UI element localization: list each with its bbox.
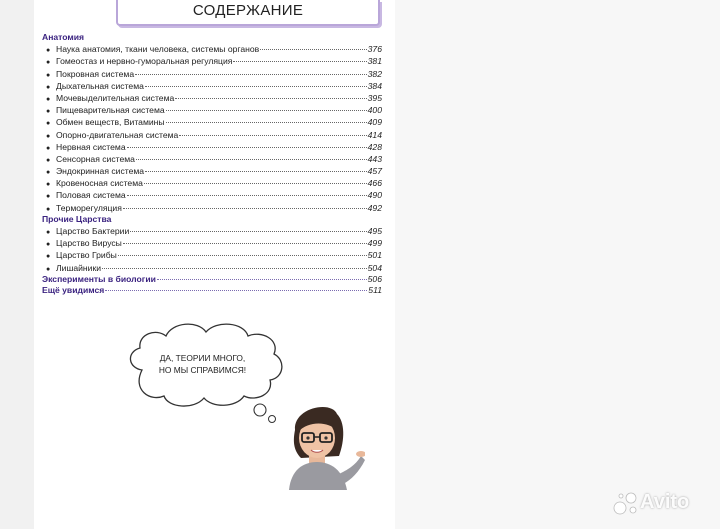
toc-item [42, 141, 382, 153]
toc-label: Ещё увидимся [42, 284, 105, 295]
toc-page-number: 511 [368, 284, 382, 295]
toc-item [42, 237, 382, 249]
toc-item [42, 104, 382, 116]
dot-leader [145, 86, 367, 87]
toc-label: Сенсорная система [56, 153, 135, 164]
toc-label: Эксперименты в биологии [42, 273, 156, 284]
toc-page-number: 414 [367, 129, 382, 140]
dot-leader [175, 98, 366, 99]
toc-section [42, 214, 382, 225]
toc-label: Половая система [56, 190, 126, 201]
table-of-contents [42, 32, 382, 296]
toc-item [42, 177, 382, 189]
bullet-icon: ● [46, 95, 51, 103]
toc-label: Кровеносная система [56, 178, 143, 189]
dot-leader [130, 231, 366, 232]
toc-item [42, 225, 382, 237]
toc-section [42, 274, 382, 285]
toc-item [42, 43, 382, 55]
toc-page-number: 409 [367, 117, 382, 128]
dot-leader [157, 279, 367, 280]
toc-item [42, 153, 382, 165]
toc-item [42, 129, 382, 141]
bullet-icon: ● [46, 120, 51, 128]
dot-leader [105, 290, 367, 291]
toc-item [42, 92, 382, 104]
avito-watermark [612, 488, 714, 518]
toc-page-number: 443 [367, 153, 382, 164]
bullet-icon: ● [46, 47, 51, 55]
bullet-icon: ● [46, 181, 51, 189]
toc-label: Прочие Царства [42, 213, 112, 224]
bullet-icon: ● [46, 205, 51, 213]
bullet-icon: ● [46, 71, 51, 79]
toc-label: Гомеостаз и нервно-гуморальная регуляция [56, 56, 233, 67]
toc-section [42, 285, 382, 296]
speech-text [120, 352, 285, 376]
bullet-icon: ● [46, 156, 51, 164]
toc-item [42, 80, 382, 92]
toc-label: Нервная система [56, 141, 126, 152]
bullet-icon: ● [46, 229, 51, 236]
toc-page-number: 495 [367, 226, 382, 236]
avatar-memoji [285, 400, 365, 490]
toc-label: Царство Бактерии [56, 226, 130, 236]
toc-page-number: 499 [367, 238, 382, 249]
toc-item [42, 189, 382, 201]
bullet-icon: ● [46, 132, 51, 140]
toc-page-number: 381 [367, 56, 382, 67]
bullet-icon: ● [46, 144, 51, 152]
toc-label: Обмен веществ, Витамины [56, 117, 165, 128]
bullet-icon: ● [46, 59, 51, 67]
dot-leader [123, 243, 367, 244]
toc-label: Мочевыделительная система [56, 92, 175, 103]
toc-page-number: 492 [367, 202, 382, 213]
toc-page-number: 506 [367, 273, 382, 284]
toc-page-number: 466 [367, 178, 382, 189]
dot-leader [233, 61, 366, 62]
toc-label: Покровная система [56, 68, 135, 79]
dot-leader [123, 208, 367, 209]
toc-page-number: 382 [367, 68, 382, 79]
dot-leader [118, 255, 367, 256]
toc-page-number: 428 [367, 141, 382, 152]
toc-page-number: 501 [367, 250, 382, 261]
toc-item [42, 249, 382, 261]
dot-leader [102, 268, 367, 269]
toc-label: Лишайники [56, 262, 102, 273]
dot-leader [166, 110, 367, 111]
toc-page-number: 376 [367, 44, 382, 55]
toc-page-number: 457 [367, 166, 382, 177]
thought-cloud-icon [120, 318, 285, 413]
dot-leader [127, 195, 367, 196]
toc-item [42, 55, 382, 67]
toc-label: Пищеварительная система [56, 105, 165, 116]
speech-line-1: ДА, ТЕОРИИ МНОГО, [159, 353, 246, 363]
bullet-icon: ● [46, 169, 51, 177]
bullet-icon: ● [46, 253, 51, 261]
toc-page-number: 400 [367, 105, 382, 116]
toc-label: Опорно-двигательная система [56, 129, 179, 140]
toc-page-number: 504 [367, 262, 382, 273]
watermark-text: Avito [640, 491, 690, 513]
dot-leader [136, 159, 367, 160]
dot-leader [144, 183, 367, 184]
bullet-icon: ● [46, 83, 51, 91]
dot-leader [179, 135, 366, 136]
toc-item [42, 165, 382, 177]
toc-page-number: 395 [367, 92, 382, 103]
avito-logo-icon [612, 490, 640, 518]
toc-label: Царство Грибы [56, 250, 117, 261]
toc-item [42, 202, 382, 214]
toc-page-number: 490 [367, 190, 382, 201]
toc-item [42, 68, 382, 80]
bullet-icon: ● [46, 193, 51, 201]
toc-label: Царство Вирусы [56, 238, 122, 249]
toc-label: Наука анатомия, ткани человека, системы органов [56, 44, 260, 55]
speech-line-2: НО МЫ СПРАВИМСЯ! [158, 365, 247, 375]
dot-leader [166, 122, 367, 123]
right-margin [395, 0, 720, 529]
dot-leader [145, 171, 367, 172]
toc-page-number: 384 [367, 80, 382, 91]
bullet-icon: ● [46, 265, 51, 273]
title-box [116, 0, 380, 26]
toc-item [42, 262, 382, 274]
toc-section [42, 32, 382, 43]
left-margin [0, 0, 34, 529]
bullet-icon: ● [46, 108, 51, 116]
page-title: СОДЕРЖАНИЕ [192, 2, 304, 19]
dot-leader [260, 49, 366, 50]
toc-label: Эндокринная система [56, 166, 145, 177]
dot-leader [127, 147, 367, 148]
toc-label: Терморегуляция [56, 202, 122, 213]
toc-item [42, 116, 382, 128]
toc-label: Анатомия [42, 32, 85, 42]
toc-label: Дыхательная система [56, 80, 144, 91]
dot-leader [135, 74, 367, 75]
bullet-icon: ● [46, 241, 51, 249]
